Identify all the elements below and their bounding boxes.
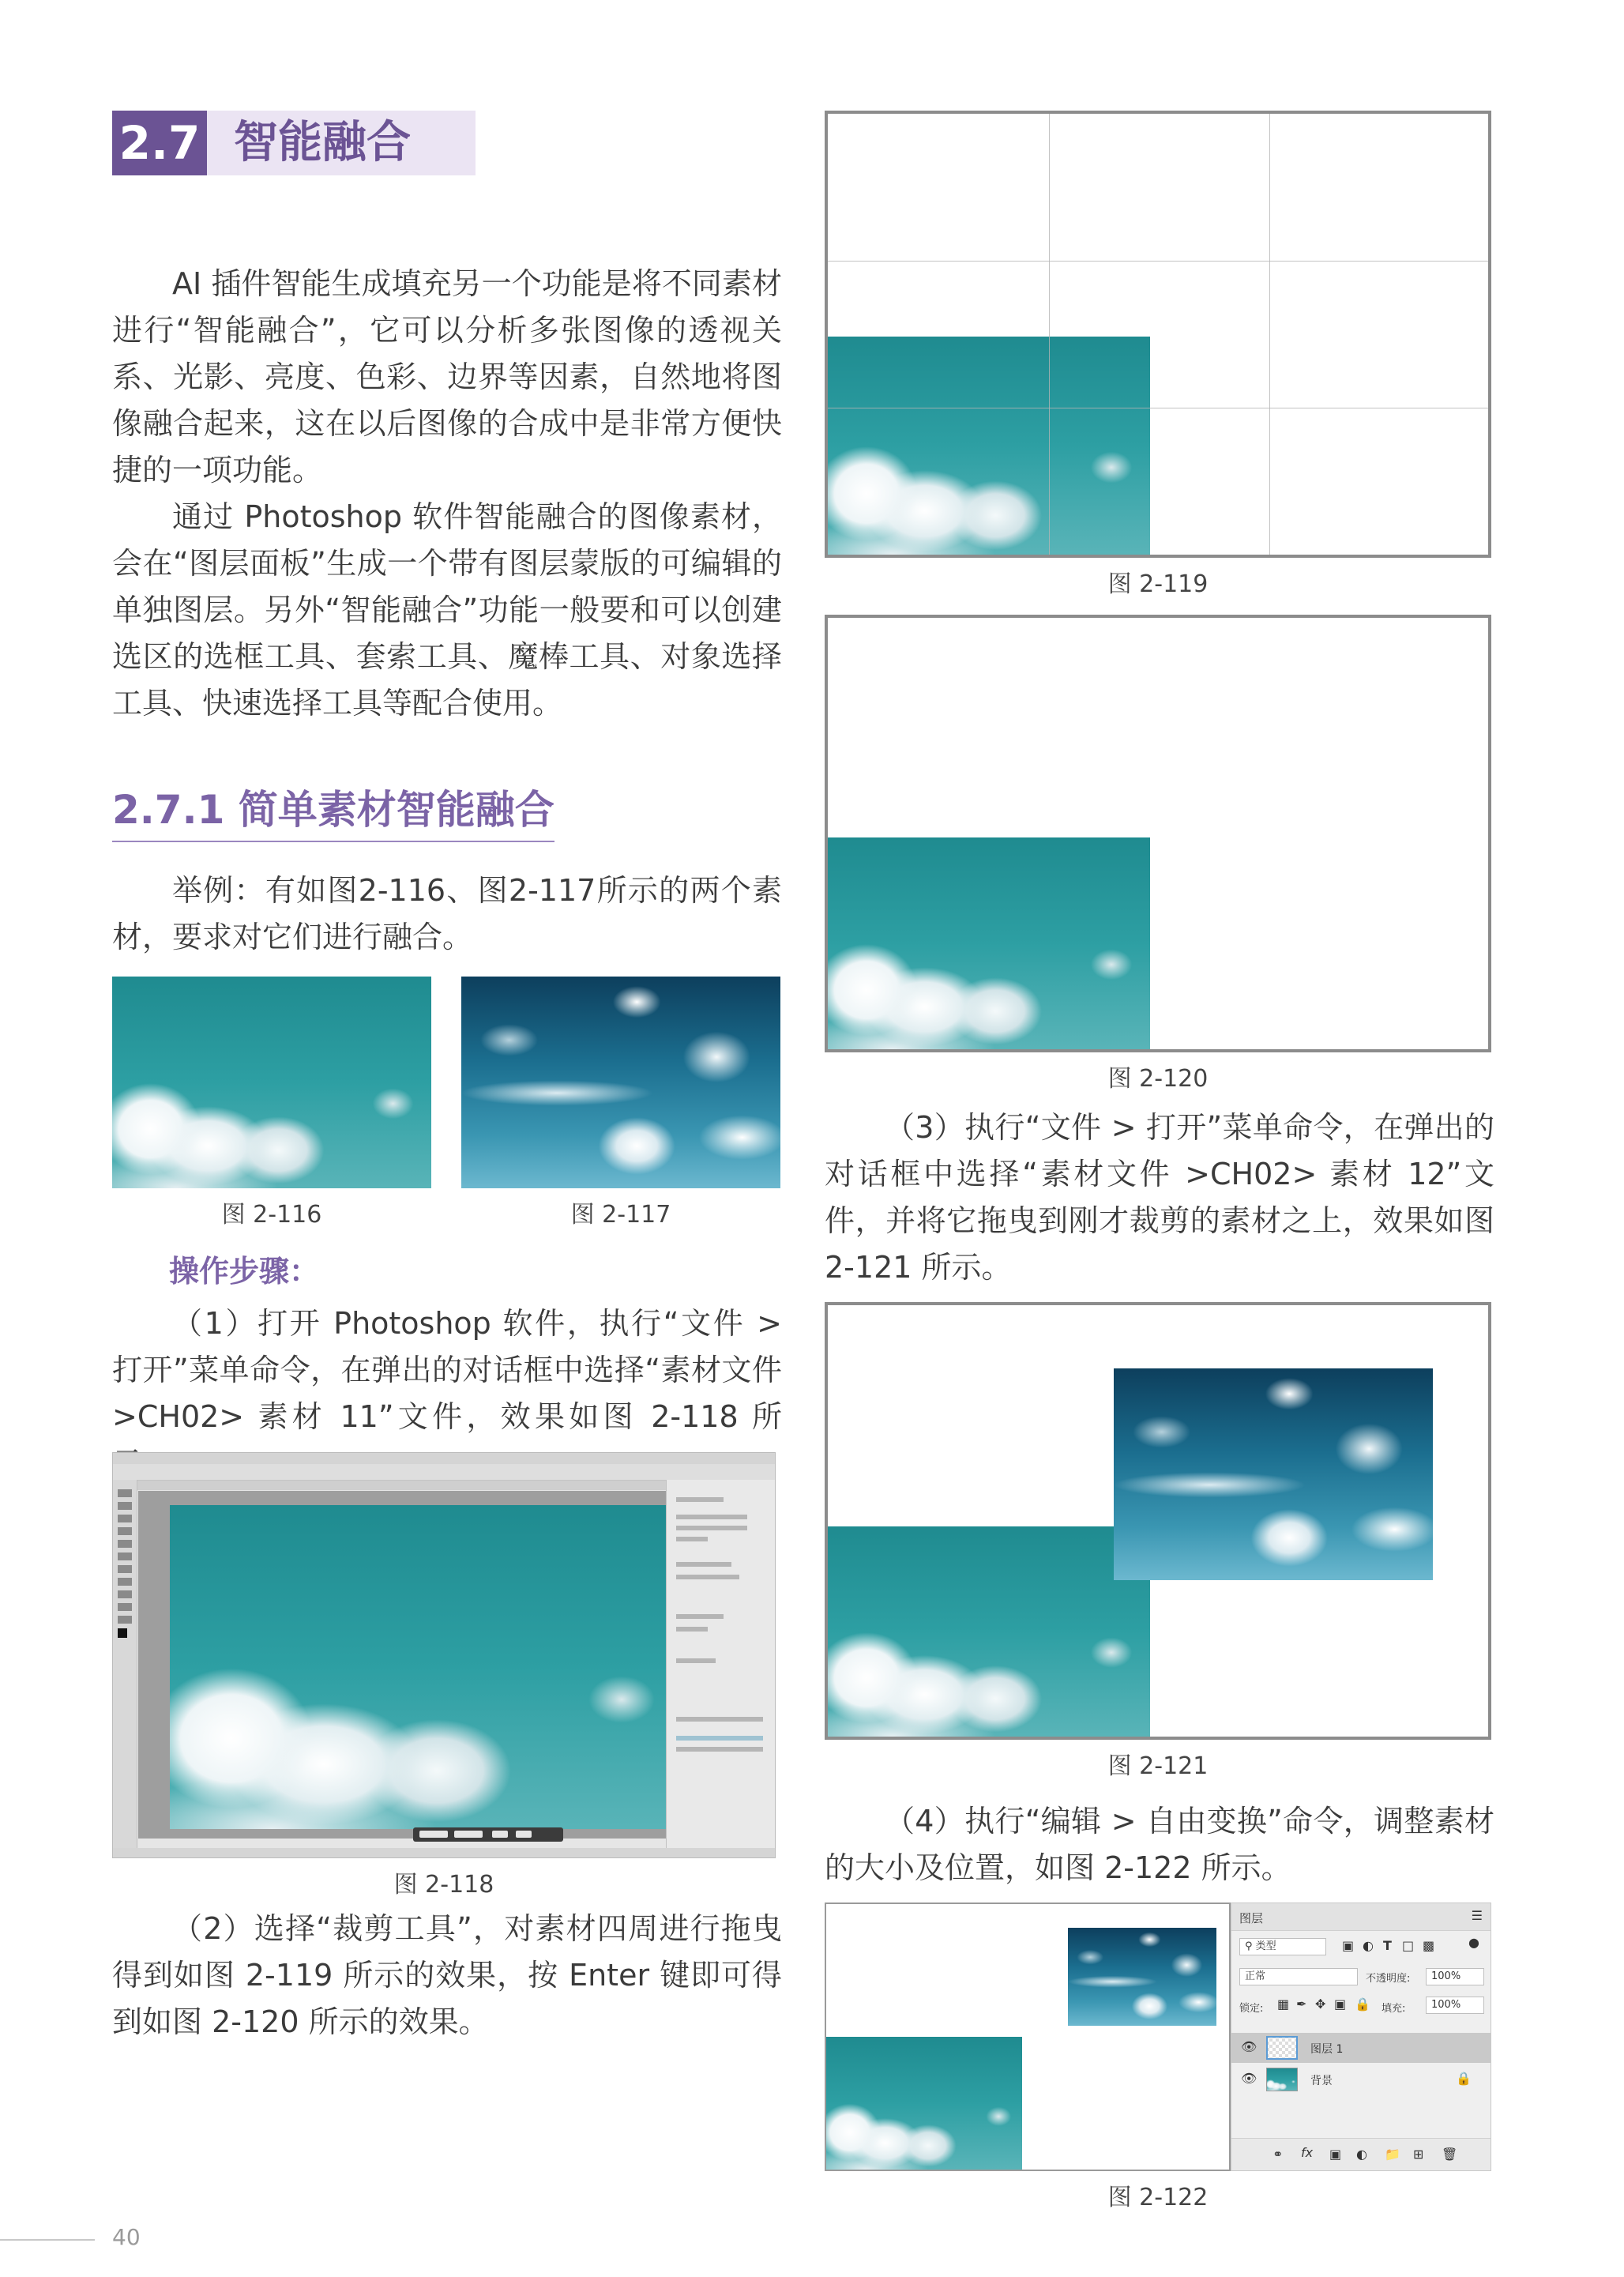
page-number: 40 [112, 2224, 141, 2250]
ps-options-bar [113, 1464, 775, 1481]
panel-menu-icon[interactable]: ☰ [1471, 1908, 1483, 1923]
caption-2-117: 图 2-117 [570, 1201, 671, 1229]
figure-2-119-crop-frame [825, 111, 1491, 558]
steps-title: 操作步骤： [169, 1254, 320, 1289]
figure-2-122-base-image [826, 2037, 1022, 2170]
intro-text [112, 261, 782, 727]
figure-2-121-overlay-image [1114, 1368, 1433, 1580]
step-2-text: （2）选择“裁剪工具”，对素材四周进行拖曳得到如图 2-119 所示的效果，按 Enter 键即可得到如图 2-120 所示的效果。 [112, 1911, 782, 2039]
opacity-field[interactable]: 100% [1426, 1968, 1484, 1985]
figure-2-118-photoshop-screenshot [112, 1452, 776, 1858]
caption-2-122: 图 2-122 [1107, 2184, 1209, 2211]
ps-canvas-area [138, 1491, 754, 1839]
filter-label: 类型 [1255, 1940, 1276, 1952]
ps-document-tab [137, 1481, 745, 1490]
ps-status-bar [113, 1848, 775, 1858]
type-filter-icon[interactable]: T [1383, 1938, 1392, 1953]
layer-row-background[interactable] [1231, 2064, 1491, 2094]
figure-2-119-image [828, 337, 1150, 555]
link-icon[interactable]: ⚭ [1273, 2147, 1284, 2162]
group-icon[interactable]: 📁 [1385, 2147, 1400, 2162]
ps-menubar [113, 1453, 775, 1464]
caption-2-116: 图 2-116 [221, 1201, 322, 1229]
lock-pixels-icon[interactable]: ✒ [1296, 1997, 1307, 2012]
caption-2-121: 图 2-121 [1107, 1752, 1209, 1780]
section-number: 2.7 [112, 111, 207, 175]
caption-2-119: 图 2-119 [1107, 570, 1209, 598]
opacity-label: 不透明度: [1366, 1973, 1411, 1985]
caption-2-118: 图 2-118 [393, 1871, 494, 1899]
crop-grid-line [828, 261, 1488, 262]
smart-object-filter-icon[interactable]: ▩ [1423, 1938, 1435, 1953]
search-icon: ⚲ [1245, 1940, 1253, 1952]
step-4-text: （4）执行“编辑 > 自由变换”命令，调整素材的大小及位置，如图 2-122 所示。 [825, 1804, 1494, 1885]
step-1-text: （1）打开 Photoshop 软件，执行“文件 > 打开”菜单命令，在弹出的对话框中选择“素材文件 >CH02> 素材 11”文件，效果如图 2-118 所 [112, 1306, 782, 1434]
caption-2-120: 图 2-120 [1107, 1065, 1209, 1093]
shape-filter-icon[interactable]: □ [1402, 1938, 1415, 1953]
lock-icon: 🔒 [1456, 2071, 1472, 2086]
blend-mode-select[interactable]: 正常 [1239, 1968, 1358, 1985]
eye-icon[interactable]: 👁 [1241, 2071, 1257, 2086]
layers-panel-header [1231, 1903, 1491, 1931]
ps-toolbar [113, 1480, 137, 1858]
layer-name: 背景 [1310, 2075, 1333, 2087]
ps-canvas-image [170, 1505, 683, 1829]
section-title: 智能融合 [234, 117, 411, 168]
figure-2-120-frame [825, 615, 1491, 1052]
layers-tab[interactable]: 图层 [1239, 1911, 1264, 1925]
figure-2-121-frame [825, 1302, 1491, 1740]
image-filter-icon[interactable]: ▣ [1342, 1938, 1355, 1953]
fx-icon[interactable]: fx [1301, 2145, 1314, 2160]
ps-contextual-taskbar [413, 1827, 563, 1842]
trash-icon[interactable]: 🗑 [1442, 2147, 1458, 2162]
lock-artboard-icon[interactable]: ▣ [1334, 1997, 1347, 2012]
ps-properties-panel [666, 1480, 776, 1858]
crop-grid-line [1269, 114, 1270, 555]
fill-field[interactable]: 100% [1426, 1997, 1484, 2014]
figure-2-122-overlay-image [1068, 1928, 1216, 2026]
layer-thumbnail [1266, 2068, 1298, 2091]
footer-rule [0, 2239, 95, 2241]
figure-2-116-image [112, 977, 431, 1188]
intro-paragraph-1: AI 插件智能生成填充另一个功能是将不同素材进行“智能融合”，它可以分析多张图像的透视关系、光影、亮度、色彩、边界等因素，自然地将图像融合起来，这在以后图像的合成中是非常方便快捷的一项功能。 [112, 266, 782, 487]
layer-row-layer-1[interactable] [1231, 2033, 1491, 2063]
intro-paragraph-2: 通过 Photoshop 软件智能融合的图像素材，会在“图层面板”生成一个带有图层蒙版的可编辑的单独图层。另外“智能融合”功能一般要和可以创建选区的选框工具、套索工具、魔棒工具、对象选择工具、快速选择工具等配合使用。 [112, 499, 782, 721]
step-3-text: （3）执行“文件 > 打开”菜单命令，在弹出的对话框中选择“素材文件 >CH02> 素材 12”文件，并将它拖曳到刚才裁剪的素材之上，效果如图 2-121 所示。 [825, 1110, 1494, 1285]
lock-all-icon[interactable]: 🔒 [1355, 1997, 1370, 2012]
eye-icon[interactable]: 👁 [1241, 2039, 1257, 2054]
layer-name: 图层 1 [1310, 2043, 1344, 2056]
new-layer-icon[interactable]: ⊞ [1413, 2147, 1424, 2162]
adjustment-filter-icon[interactable]: ◐ [1363, 1938, 1374, 1953]
example-text: 举例：有如图2-116、图2-117所示的两个素材，要求对它们进行融合。 [112, 873, 782, 954]
layers-panel-footer [1231, 2138, 1491, 2170]
figure-2-122-canvas [825, 1903, 1231, 2171]
layers-panel [1231, 1903, 1491, 2171]
lock-position-icon[interactable]: ✥ [1315, 1997, 1326, 2012]
lock-transparency-icon[interactable]: ▦ [1277, 1997, 1290, 2012]
layer-thumbnail [1266, 2036, 1298, 2060]
figure-2-121-base-image [828, 1526, 1150, 1737]
filter-toggle-icon[interactable]: ● [1468, 1935, 1479, 1950]
lock-label: 锁定: [1239, 2003, 1264, 2015]
figure-2-117-image [461, 977, 780, 1188]
subsection-title: 2.7.1 简单素材智能融合 [112, 782, 554, 842]
fill-label: 填充: [1382, 2003, 1406, 2015]
adjustment-icon[interactable]: ◐ [1356, 2147, 1367, 2162]
layer-filter-select[interactable] [1239, 1938, 1326, 1955]
mask-icon[interactable]: ▣ [1329, 2147, 1342, 2162]
figure-2-120-image [828, 837, 1150, 1049]
crop-grid-line [1049, 114, 1050, 555]
